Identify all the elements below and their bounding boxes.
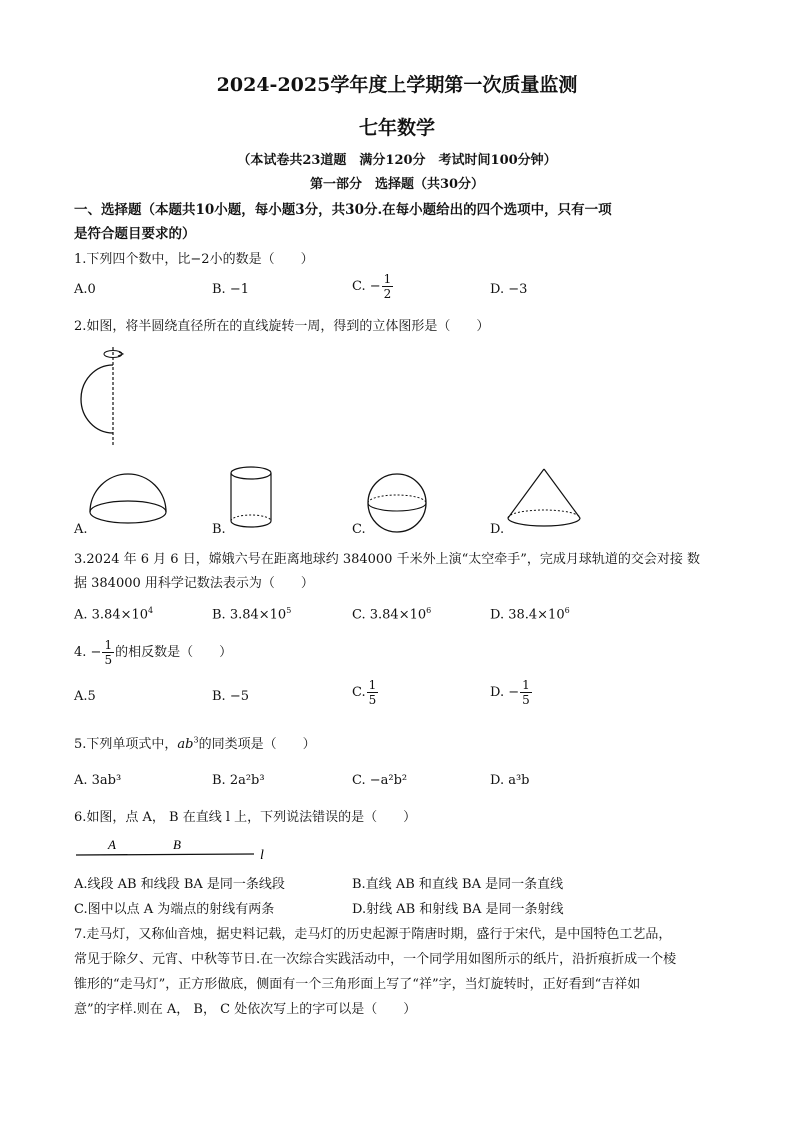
q6-option-d: D.射线 AB 和射线 BA 是同一条射线 [352,902,564,917]
q4-option-d: D. − $\frac{1}{5}$ [490,678,530,707]
q6-option-b: B.直线 AB 和直线 BA 是同一条直线 [352,877,564,892]
q5-option-d: D. a³b [490,773,530,788]
q2-option-d: D. [490,522,505,537]
q6-line-figure [70,834,280,864]
q1-option-b: B. −1 [212,282,249,297]
q4-stem-fraction: $\frac{1}{5}$ [104,638,113,667]
q5-option-c: C. −a²b² [352,773,408,788]
q6-option-c: C.图中以点 A 为端点的射线有两条 [74,902,275,917]
q7-line3: 锥形的“走马灯”，正方形做底，侧面有一个三角形面上写了“祥”字，当灯旋转时，正好看到“吉祥如 [74,977,641,992]
q5-stem: 5.下列单项式中，$ab^3$的同类项是（ ） [74,735,316,752]
subject-title: 七年数学 [358,117,435,139]
q1-option-c-fraction: $\frac{1}{2}$ [383,272,392,301]
q6-point-b-label: B [173,837,181,852]
q6-stem: 6.如图，点 A， B 在直线 l 上，下列说法错误的是（ ） [74,810,417,825]
q1-stem: 1.下列四个数中，比−2小的数是（ ） [74,252,314,267]
q1-option-c: C. − $\frac{1}{2}$ [352,272,392,301]
q7-line1: 7.走马灯，又称仙音烛，据史料记载，走马灯的历史起源于隋唐时期，盛行于宋代，是中国特色工艺品， [74,927,672,942]
q3-option-d: D. $38.4\times 10^6$ [490,606,570,623]
q4-stem: 4. − $\frac{1}{5}$ 的相反数是（ ） [74,638,233,667]
q4-option-c: C. $\frac{1}{5}$ [352,678,377,707]
exam-info: （本试卷共23道题 满分120分 考试时间100分钟） [237,153,557,168]
q5-option-a: A. 3ab³ [74,773,122,788]
q2-option-c-sphere [364,472,430,534]
q2-option-a-hemisphere [86,470,170,528]
q5-option-b: B. 2a²b³ [212,773,265,788]
q7-line2: 常见于除夕、元宵、中秋等节日.在一次综合实践活动中，一个同学用如图所示的纸片，沿折痕折成一个棱 [74,952,677,967]
q1-option-d: D. −3 [490,282,528,297]
q4-option-d-fraction: $\frac{1}{5}$ [522,678,530,707]
q4-option-c-fraction: $\frac{1}{5}$ [368,678,377,707]
q2-option-a: A. [74,522,88,537]
q3-line2: 据 384000 用科学记数法表示为（ ） [74,576,314,591]
q2-stem: 2.如图，将半圆绕直径所在的直线旋转一周，得到的立体图形是（ ） [74,319,490,334]
q7-line4: 意”的字样.则在 A， B， C 处依次写上的字可以是（ ） [74,1002,417,1017]
q6-option-a: A.线段 AB 和线段 BA 是同一条线段 [74,877,285,892]
section1-line1: 一、选择题（本题共10小题，每小题3分，共30分.在每小题给出的四个选项中，只有一项 [74,202,612,218]
q2-option-c: C. [352,522,366,537]
q3-option-b: B. $3.84\times 10^5$ [212,606,292,623]
q3-option-a: A. $3.84\times 10^4$ [74,606,154,623]
q2-semicircle-figure [70,345,140,450]
q6-point-a-label: A [108,837,116,852]
q4-option-a: A.5 [74,689,96,704]
q1-option-a: A.0 [74,282,96,297]
part-title: 第一部分 选择题（共30分） [309,177,485,192]
section1-line2: 是符合题目要求的） [74,226,196,242]
q3-line1: 3.2024 年 6 月 6 日，嫦娥六号在距离地球约 384000 千米外上演“太空牵手”，完成月球轨道的交会对接 数 [74,552,701,567]
exam-title: 2024-2025学年度上学期第一次质量监测 [216,74,578,96]
q2-option-d-cone [504,466,584,530]
q4-option-b: B. −5 [212,689,249,704]
q2-option-b: B. [212,522,226,537]
q6-line-l-label: l [260,848,264,863]
q2-option-b-cylinder [226,465,276,531]
q3-option-c: C. $3.84\times 10^6$ [352,606,432,623]
